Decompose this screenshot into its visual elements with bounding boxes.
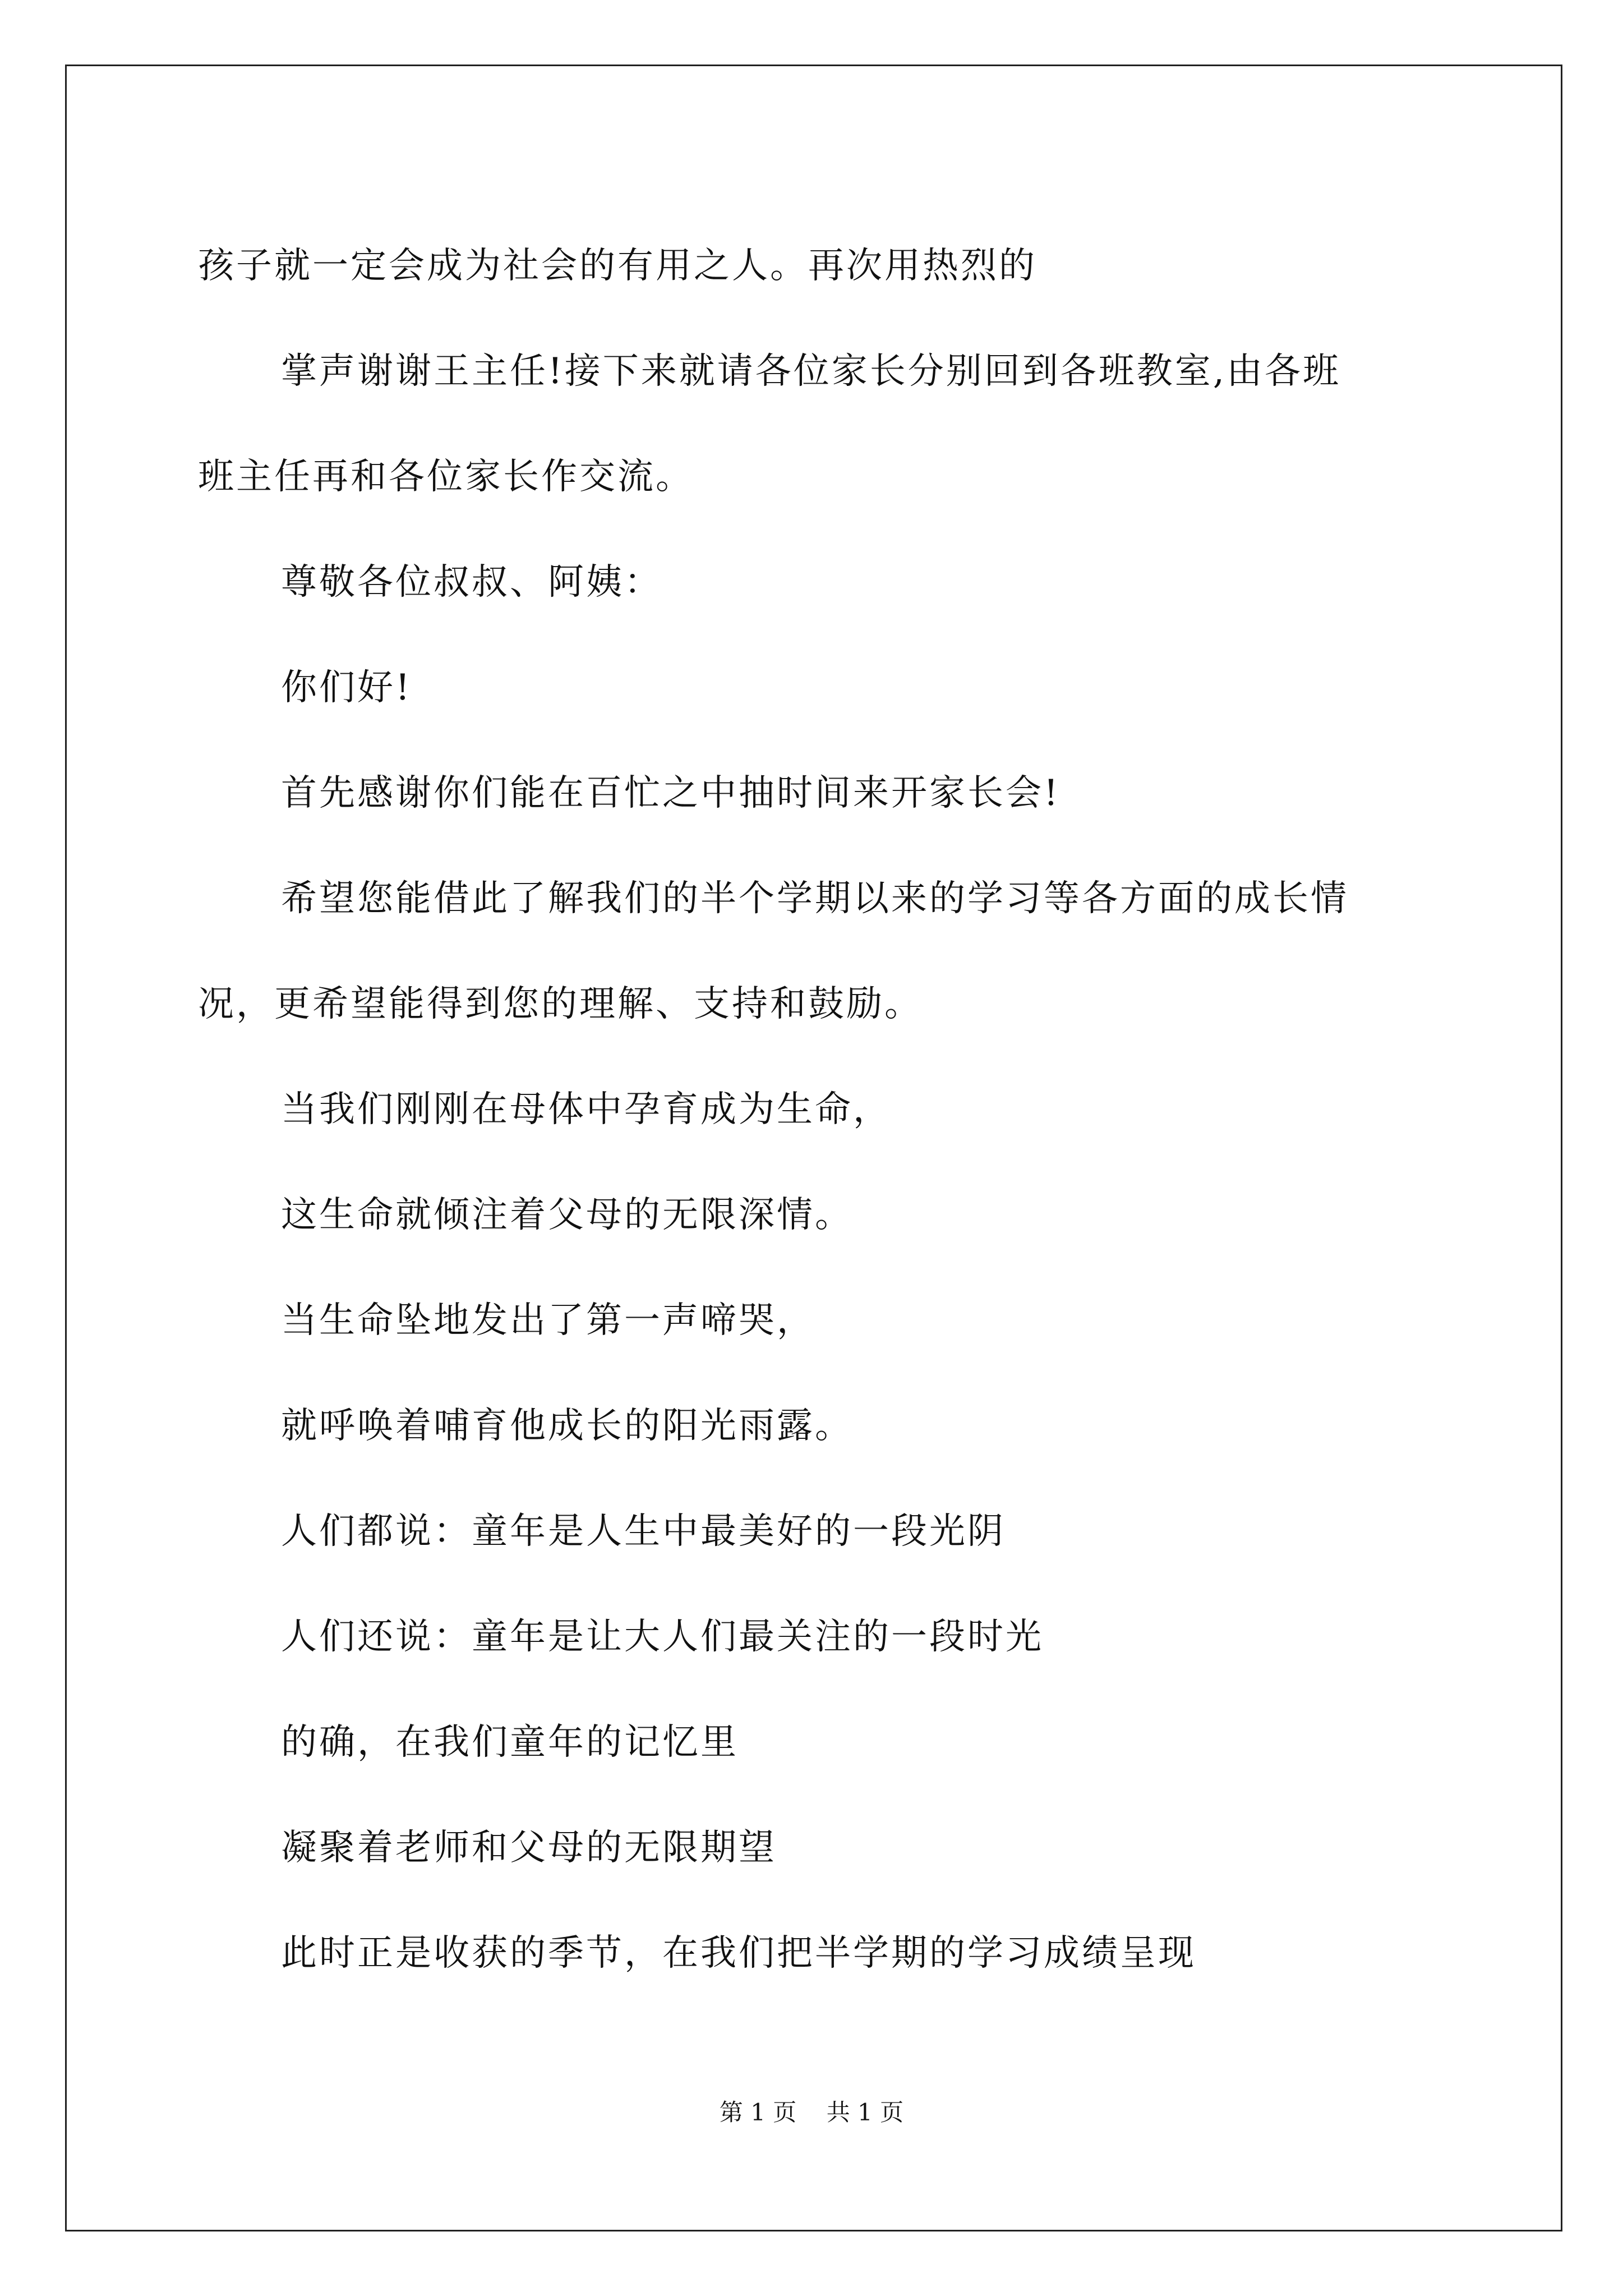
text-line: 当我们刚刚在母体中孕育成为生命， [281, 1089, 891, 1130]
page-number-footer: 第 1 页 共 1 页 [719, 2099, 904, 2126]
text-line: 就呼唤着哺育他成长的阳光雨露。 [281, 1405, 853, 1447]
text-line: 班主任再和各位家长作交流。 [198, 456, 694, 498]
text-line: 凝聚着老师和父母的无限期望 [281, 1827, 777, 1869]
text-line: 人们都说：童年是人生中最美好的一段光阴 [281, 1511, 1006, 1552]
text-line: 这生命就倾注着父母的无限深情。 [281, 1194, 853, 1236]
text-line: 此时正是收获的季节，在我们把半学期的学习成绩呈现 [281, 1932, 1196, 1974]
text-line: 掌声谢谢王主任!接下来就请各位家长分别回到各班教室,由各班 [281, 351, 1341, 392]
text-line: 你们好! [281, 667, 412, 708]
document-body [198, 213, 1437, 2006]
text-line: 孩子就一定会成为社会的有用之人。再次用热烈的 [198, 245, 1037, 287]
text-line: 尊敬各位叔叔、阿姨： [281, 562, 662, 603]
text-line: 希望您能借此了解我们的半个学期以来的学习等各方面的成长情 [281, 878, 1349, 919]
text-line: 况，更希望能得到您的理解、支持和鼓励。 [198, 983, 923, 1025]
text-line: 人们还说：童年是让大人们最关注的一段时光 [281, 1616, 1044, 1658]
text-line: 当生命坠地发出了第一声啼哭， [281, 1300, 815, 1341]
text-line: 首先感谢你们能在百忙之中抽时间来开家长会! [281, 772, 1061, 814]
text-line: 的确，在我们童年的记忆里 [281, 1722, 739, 1763]
